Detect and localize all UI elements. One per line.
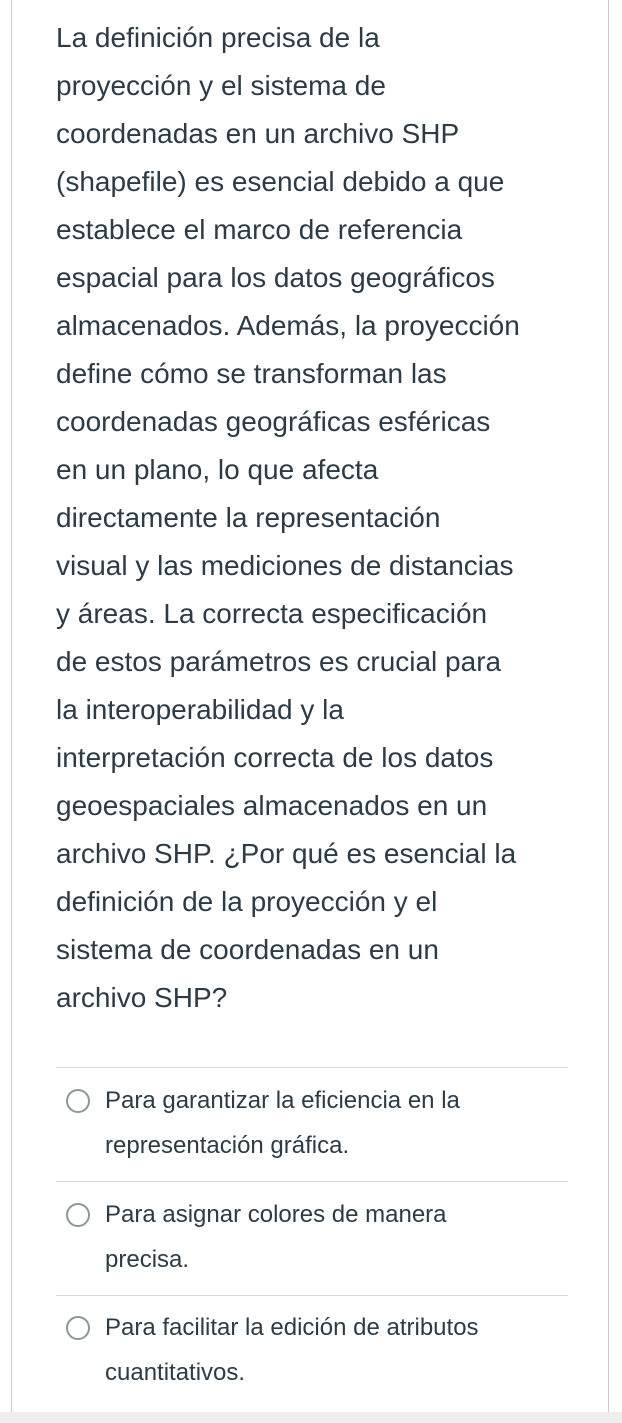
radio-button[interactable] xyxy=(66,1316,90,1340)
answer-option-2[interactable] xyxy=(56,1184,568,1294)
bottom-scroll-area xyxy=(0,1412,622,1423)
question-text: La definición precisa de la proyección y el sistema de coordenadas en un archivo SHP (shapefile) es esencial debido a que establece el marco de referencia espacial para los datos geográficos almacenados. Además, la proyección define cómo se transforman las coordenadas geográficas esféricas en un plano, lo que afecta directamente la representación visual y las mediciones de distancias y áreas. La correcta especificación de estos parámetros es crucial para la interoperabilidad y la interpretación correcta de los datos geoespaciales almacenados en un archivo SHP. ¿Por qué es esencial la definición de la proyección y el sistema de coordenadas en un archivo SHP? xyxy=(56,22,520,1013)
answer-option-3[interactable] xyxy=(56,1297,568,1407)
divider xyxy=(56,1181,568,1182)
radio-button[interactable] xyxy=(66,1089,90,1113)
answer-option-1[interactable] xyxy=(56,1070,568,1180)
divider xyxy=(56,1067,568,1068)
container-left-border xyxy=(11,0,12,1423)
radio-button[interactable] xyxy=(66,1203,90,1227)
container-right-border xyxy=(608,0,609,1412)
answer-label[interactable]: Para asignar colores de manera precisa. xyxy=(105,1201,447,1273)
answer-label[interactable]: Para facilitar la edición de atributos cuantitativos. xyxy=(105,1314,479,1386)
answer-label[interactable]: Para garantizar la eficiencia en la representación gráfica. xyxy=(105,1087,460,1159)
divider xyxy=(56,1295,568,1296)
